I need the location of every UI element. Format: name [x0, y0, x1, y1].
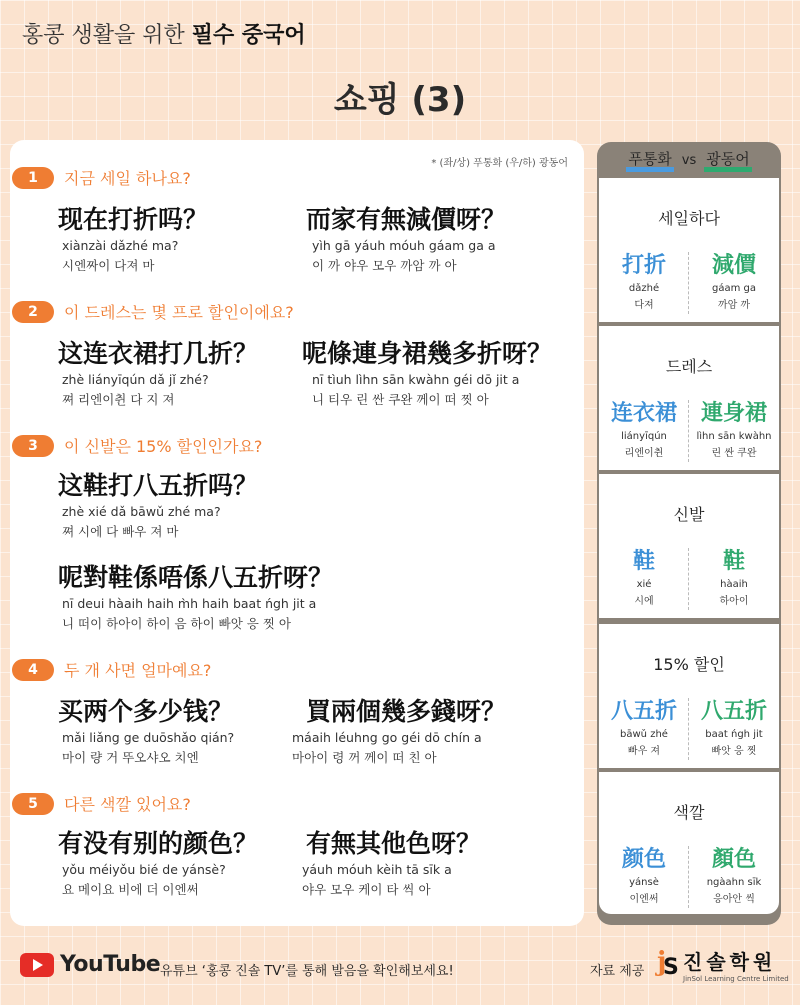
vocab-title: 드레스: [665, 357, 713, 376]
mandarin-korean: 다져: [634, 300, 654, 311]
mandarin-pinyin: zhè xié dǎ bāwǔ zhé ma?: [62, 504, 221, 519]
youtube-wordmark: YouTube: [60, 952, 161, 977]
mandarin-korean: 리엔이췬: [624, 448, 664, 459]
cantonese-jyutping: baat ńgh jit: [705, 729, 763, 740]
vocab-card: [599, 178, 779, 322]
cantonese-jyutping: lìhn sān kwàhn: [696, 431, 772, 442]
cantonese-korean: 린 싼 쿠완: [711, 448, 757, 459]
mandarin-pinyin: bāwǔ zhé: [620, 729, 668, 740]
youtube-logo[interactable]: [20, 952, 160, 977]
cantonese-korean: 니 티우 린 싼 쿠완 께이 떠 찟 아: [312, 392, 489, 407]
cantonese-jyutping: nī deui hàaih haih m̀h haih baat ńgh jit a: [62, 596, 317, 611]
cantonese-korean: 응아안 씩: [713, 894, 755, 905]
mandarin-sentence: 买两个多少钱？: [58, 697, 234, 726]
mandarin-pinyin: xiànzài dǎzhé ma?: [62, 238, 179, 253]
vocab-title: 15% 할인: [653, 655, 725, 674]
mandarin-sentence: 这鞋打八五折吗？: [58, 471, 259, 500]
sidebar-header: [597, 150, 781, 172]
cantonese-sentence: 買兩個幾多錢呀？: [306, 697, 507, 726]
cantonese-jyutping: yáuh móuh kèih tā sīk a: [302, 862, 452, 877]
vocab-title: 신발: [673, 505, 705, 524]
mandarin-sentence: 现在打折吗？: [58, 205, 209, 234]
mandarin-word: 鞋: [632, 549, 655, 574]
cantonese-sentence: 呢對鞋係唔係八五折呀？: [58, 563, 334, 592]
cantonese-jyutping: yìh gā yáuh móuh gáam ga a: [312, 238, 496, 253]
logo-name: 진솔학원: [683, 950, 777, 974]
cantonese-jyutping: hàaih: [720, 579, 748, 590]
cantonese-sentence: 有無其他色呀？: [306, 829, 482, 858]
mandarin-word: 八五折: [610, 699, 677, 724]
youtube-play-icon: [20, 953, 54, 977]
footer-message: 유튜브 ‘홍콩 진솔 TV’를 통해 발음을 확인해보세요!: [160, 964, 454, 979]
mandarin-sentence: 有没有别的颜色？: [58, 829, 259, 858]
question-number: 3: [12, 435, 54, 457]
cantonese-sentence: 呢條連身裙幾多折呀？: [302, 339, 553, 368]
vocab-title: 색깔: [673, 803, 705, 822]
cantonese-korean: 하아이: [719, 596, 749, 607]
question-number: 1: [12, 167, 54, 189]
question-text: 이 신발은 15% 할인인가요?: [64, 437, 263, 456]
subtitle-bold: 필수 중국어: [191, 23, 306, 48]
cantonese-korean: 마아이 령 꺼 께이 떠 친 아: [292, 750, 437, 765]
mandarin-korean: 마이 량 거 뚜오샤오 치엔: [62, 750, 199, 765]
mandarin-pinyin: yánsè: [629, 877, 659, 888]
question-text: 다른 색깔 있어요?: [64, 795, 191, 814]
mandarin-pinyin: liányīqún: [621, 431, 667, 442]
question-3-header: [12, 434, 262, 457]
comparison-sidebar: [597, 142, 781, 925]
page-title: 쇼핑 (3): [333, 80, 467, 120]
cantonese-word: 減價: [711, 253, 756, 278]
cantonese-word: 八五折: [700, 699, 767, 724]
mandarin-label: 푸통화: [626, 151, 673, 172]
cantonese-korean: 니 떠이 하아이 하이 음 하이 빠앗 응 찟 아: [62, 616, 291, 631]
question-4-header: [12, 658, 211, 681]
mandarin-pinyin: dǎzhé: [628, 283, 660, 294]
mandarin-korean: 시엔짜이 다져 마: [62, 258, 155, 273]
header-subtitle: [22, 18, 306, 49]
vocab-title: 세일하다: [658, 209, 720, 228]
mandarin-sentence: 这连衣裙打几折？: [58, 339, 259, 368]
footer: [0, 940, 800, 990]
jinsol-logo-icon: [655, 947, 677, 983]
question-2-header: [12, 300, 294, 323]
question-number: 5: [12, 793, 54, 815]
cantonese-korean: 까암 까: [717, 300, 751, 311]
question-number: 2: [12, 301, 54, 323]
logo-j: j: [657, 946, 667, 977]
cantonese-sentence: 而家有無減價呀？: [306, 205, 507, 234]
cantonese-korean: 빠앗 응 찟: [711, 746, 757, 757]
mandarin-pinyin: mǎi liǎng ge duōshǎo qián?: [62, 730, 235, 745]
mandarin-pinyin: zhè liányīqún dǎ jǐ zhé?: [62, 372, 209, 387]
question-5-header: [12, 792, 191, 815]
cantonese-jyutping: nī tìuh lìhn sān kwàhn géi dō jit a: [312, 372, 520, 387]
mandarin-word: 打折: [621, 253, 666, 278]
cantonese-jyutping: ngàahn sīk: [706, 877, 762, 888]
mandarin-korean: 이엔써: [629, 894, 659, 905]
subtitle-prefix: 홍콩 생활을 위한: [22, 23, 192, 48]
source-label: 자료 제공: [590, 964, 645, 979]
jinsol-logo: [655, 946, 789, 983]
cantonese-label: 광동어: [704, 151, 751, 172]
cantonese-korean: 야우 모우 케이 타 씩 아: [302, 882, 431, 897]
mandarin-korean: 쪄 시에 다 빠우 져 마: [62, 524, 179, 539]
lesson-card: [10, 140, 584, 926]
mandarin-word: 颜色: [621, 847, 666, 872]
cantonese-word: 顏色: [711, 847, 756, 872]
cantonese-jyutping: máaih léuhng go géi dō chín a: [292, 730, 482, 745]
vocab-card: [599, 326, 779, 470]
language-note: * (좌/상) 푸통화 (우/하) 광동어: [431, 158, 568, 169]
mandarin-korean: 시에: [634, 596, 654, 607]
mandarin-word: 连衣裙: [610, 401, 677, 426]
logo-s: S: [663, 954, 679, 980]
question-1-header: [12, 166, 191, 189]
vocab-card: [599, 474, 779, 618]
cantonese-word: 鞋: [722, 549, 745, 574]
cantonese-korean: 이 까 야우 모우 까암 까 아: [312, 258, 457, 273]
question-text: 지금 세일 하나요?: [64, 169, 191, 188]
mandarin-korean: 빠우 져: [627, 746, 661, 757]
question-text: 이 드레스는 몇 프로 할인이에요?: [64, 303, 294, 322]
vocab-card: [599, 772, 779, 914]
cantonese-word: 連身裙: [700, 401, 767, 426]
mandarin-korean: 쪄 리엔이췬 다 지 져: [62, 392, 175, 407]
mandarin-pinyin: xié: [636, 579, 652, 590]
question-text: 두 개 사면 얼마예요?: [64, 661, 212, 680]
vs-label: vs: [681, 153, 697, 168]
question-number: 4: [12, 659, 54, 681]
cantonese-jyutping: gáam ga: [712, 283, 756, 294]
mandarin-korean: 요 메이요 비에 더 이엔써: [62, 882, 199, 897]
mandarin-pinyin: yǒu méiyǒu bié de yánsè?: [62, 862, 226, 877]
vocab-card: [599, 624, 779, 768]
logo-english: JinSol Learning Centre Limited: [683, 975, 789, 983]
